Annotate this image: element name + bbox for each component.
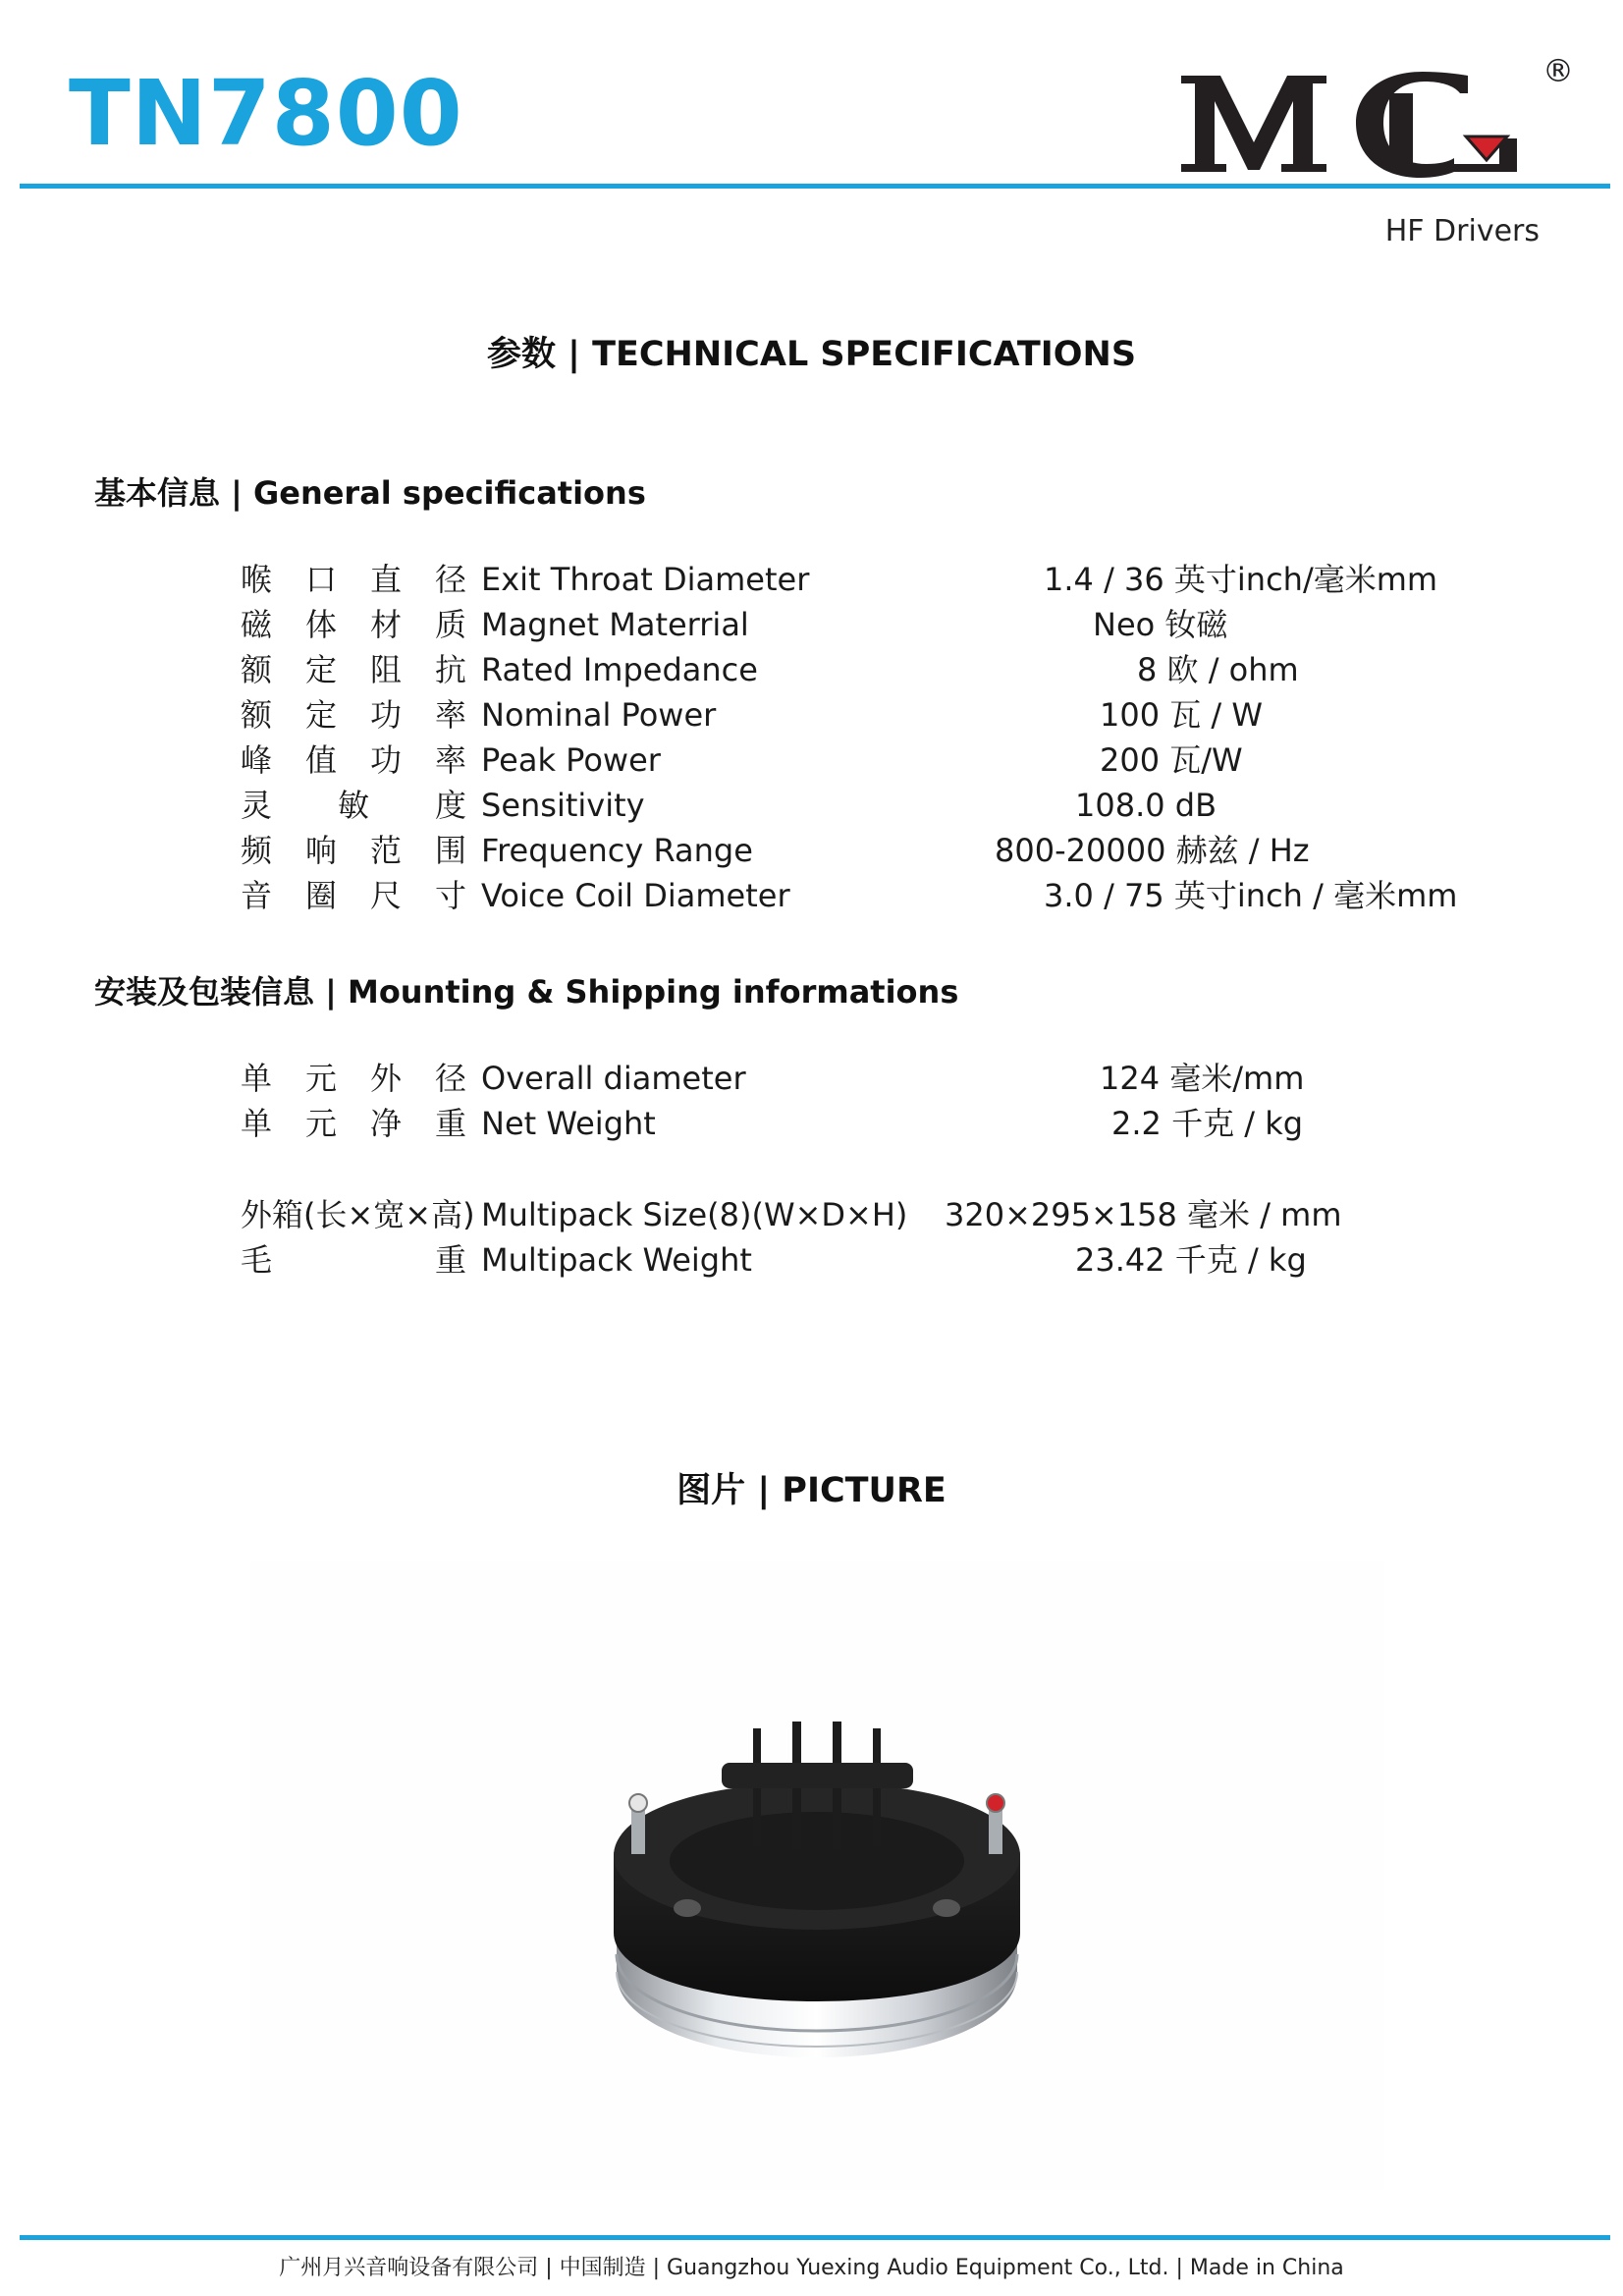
row-label-cn: 频响范围 — [241, 832, 466, 869]
registered-mark: ® — [1542, 54, 1574, 89]
row-label-cn: 单元净重 — [241, 1105, 466, 1142]
row-value: 3.0 / 75 英寸inch / 毫米mm — [1044, 877, 1458, 914]
row-label-en: Overall diameter — [481, 1060, 746, 1097]
spec-row-multipack-weight — [0, 1237, 1623, 1283]
spec-row-frequency — [0, 828, 1623, 873]
spec-row-throat — [0, 557, 1623, 602]
row-label-en: Exit Throat Diameter — [481, 561, 810, 598]
spec-row-impedance — [0, 647, 1623, 692]
row-label-en: Nominal Power — [481, 696, 717, 734]
row-label-en: Frequency Range — [481, 832, 753, 869]
row-label-en: Multipack Size(8)(W×D×H) — [481, 1196, 908, 1233]
spec-row-sensitivity — [0, 783, 1623, 828]
row-value: 800-20000 赫兹 / Hz — [995, 832, 1310, 869]
row-label-cn: 喉口直径 — [241, 561, 466, 598]
row-label-en: Net Weight — [481, 1105, 656, 1142]
row-value: 320×295×158 毫米 / mm — [945, 1196, 1342, 1233]
row-label-cn: 峰值功率 — [241, 741, 466, 779]
mounting-heading: 安装及包装信息 | Mounting & Shipping informations — [94, 973, 959, 1011]
spec-row-multipack-size — [0, 1192, 1623, 1237]
row-label-en: Sensitivity — [481, 787, 645, 824]
spec-row-magnet — [0, 602, 1623, 647]
spec-row-voice-coil — [0, 873, 1623, 918]
row-label-en: Voice Coil Diameter — [481, 877, 790, 914]
row-label-cn: 磁体材质 — [241, 606, 466, 643]
row-label-cn: 毛重 — [241, 1241, 466, 1279]
row-label-cn: 灵敏度 — [241, 787, 466, 824]
row-label-cn: 额定阻抗 — [241, 651, 466, 688]
picture-heading: 图片 | PICTURE — [676, 1471, 947, 1510]
row-label-en: Rated Impedance — [481, 651, 758, 688]
row-label-en: Magnet Materrial — [481, 606, 749, 643]
model-title: TN7800 — [69, 61, 463, 166]
row-label-cn: 音圈尺寸 — [241, 877, 466, 914]
row-value: 1.4 / 36 英寸inch/毫米mm — [1044, 561, 1438, 598]
row-value: 200 瓦/W — [1100, 741, 1243, 779]
spec-row-overall-diameter — [0, 1056, 1623, 1101]
footer-text: 广州月兴音响设备有限公司 | 中国制造 | Guangzhou Yuexing Audio Equipment Co., Ltd. | Made in China — [279, 2256, 1344, 2280]
spec-title: 参数 | TECHNICAL SPECIFICATIONS — [486, 335, 1137, 374]
row-value: 8 欧 / ohm — [1137, 651, 1299, 688]
spec-row-net-weight — [0, 1101, 1623, 1146]
footer-rule — [20, 2235, 1610, 2240]
row-value: 2.2 千克 / kg — [1111, 1105, 1304, 1142]
spec-row-peak-power — [0, 738, 1623, 783]
product-picture — [250, 1561, 1384, 2190]
row-value: 23.42 千克 / kg — [1075, 1241, 1307, 1279]
row-label-cn: 单元外径 — [241, 1060, 466, 1097]
row-value: 108.0 dB — [1075, 787, 1217, 824]
row-value: 100 瓦 / W — [1100, 696, 1264, 734]
row-label-en: Multipack Weight — [481, 1241, 752, 1279]
row-label-en: Peak Power — [481, 741, 661, 779]
row-label-cn: 额定功率 — [241, 696, 466, 734]
row-label-cn: 外箱(长×宽×高) — [241, 1196, 475, 1233]
header-rule — [20, 184, 1610, 189]
product-category: HF Drivers — [1384, 214, 1540, 248]
hf-driver-image — [250, 1561, 1384, 2190]
brand-logo — [1173, 54, 1576, 182]
row-value: Neo 钕磁 — [1093, 606, 1228, 643]
general-heading: 基本信息 | General specifications — [94, 474, 646, 512]
spec-row-nominal-power — [0, 692, 1623, 738]
row-value: 124 毫米/mm — [1100, 1060, 1305, 1097]
